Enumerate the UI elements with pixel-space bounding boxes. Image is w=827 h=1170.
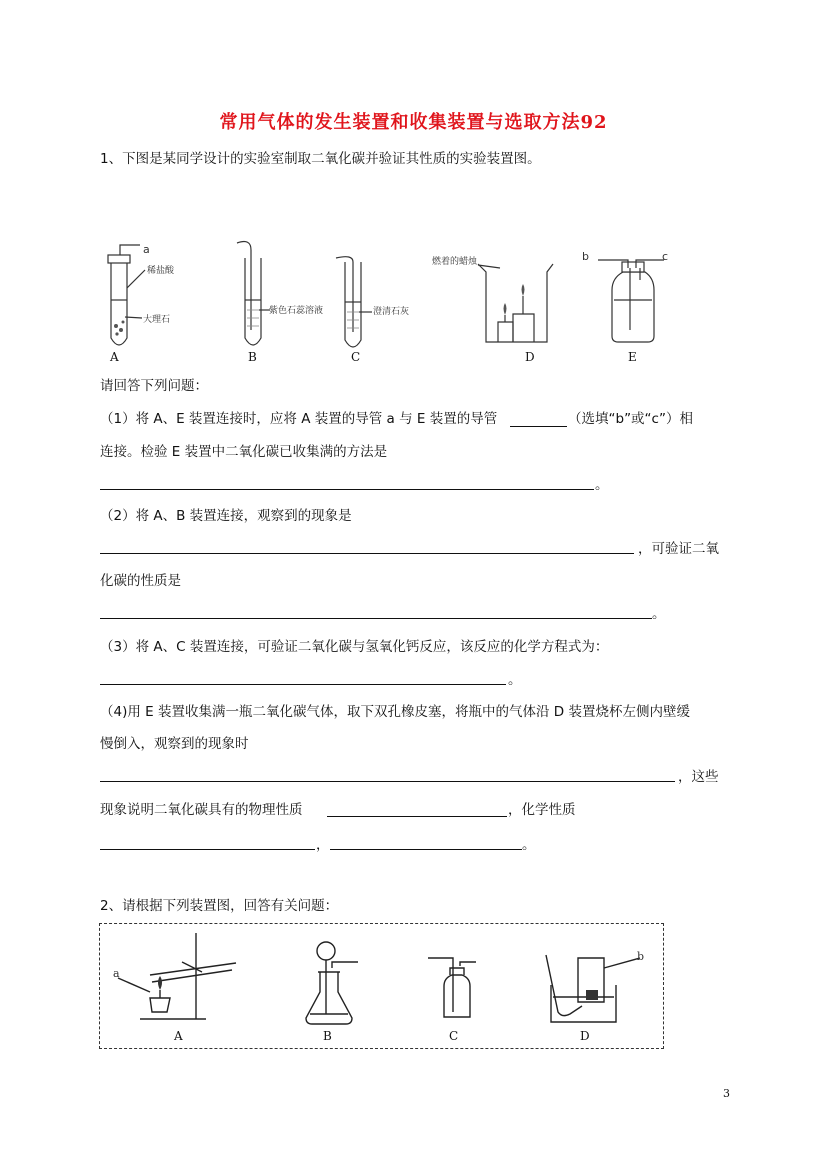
bottle-c-label: c	[662, 250, 669, 263]
q2-intro: 2、请根据下列装置图，回答有关问题：	[100, 898, 339, 914]
q2-label-a: a	[113, 967, 120, 980]
bottle-b-label: b	[582, 250, 589, 263]
q1-part2-line1: （2）将 A、B 装置连接，观察到的现象是	[100, 508, 352, 524]
q1-part4-line2: 慢倒入，观察到的现象时	[100, 736, 249, 752]
fig1-letter-d: D	[525, 350, 535, 364]
q1-part1-line1a: （1）将 A、E 装置连接时，应将 A 装置的导管 a 与 E 装置的导管	[100, 411, 498, 427]
q1-part1-line2: 连接。检验 E 装置中二氧化碳已收集满的方法是	[100, 444, 388, 460]
q1-part4-comma: ，	[316, 837, 330, 853]
q1-part1-end: 。	[595, 477, 609, 493]
q1-part4-line1: （4)用 E 装置收集满一瓶二氧化碳气体，取下双孔橡皮塞，将瓶中的气体沿 D 装置烧杯左侧内壁缓	[100, 704, 690, 720]
q1-part4-line4a: 现象说明二氧化碳具有的物理性质	[100, 802, 303, 818]
q1-part2-mid: ，可验证二氧	[638, 541, 719, 557]
q1-part1-line1b: （选填“b”或“c”）相	[568, 411, 693, 427]
q1-part2-end: 。	[652, 606, 666, 622]
fig2-letter-c: C	[449, 1029, 459, 1043]
q1-part3-end: 。	[508, 672, 522, 688]
q1-part4-mid: ，这些	[678, 769, 719, 785]
fig2-letter-b: B	[323, 1029, 332, 1043]
q1-prompt: 请回答下列问题：	[100, 378, 208, 394]
q1-intro: 1、下图是某同学设计的实验室制取二氧化碳并验证其性质的实验装置图。	[100, 151, 541, 167]
fig1-letter-c: C	[351, 350, 361, 364]
tube-a-label: a	[143, 243, 150, 256]
fig2-letter-d: D	[580, 1029, 590, 1043]
litmus-label: 紫色石蕊溶液	[269, 306, 324, 316]
page-title: 常用气体的发生装置和收集装置与选取方法92	[219, 112, 608, 133]
acid-label: 稀盐酸	[147, 266, 175, 276]
q1-part4-end: 。	[522, 837, 536, 853]
limewater-label: 澄清石灰	[373, 307, 410, 317]
marble-label: 大理石	[143, 315, 171, 325]
q1-part4-line4b: ，化学性质	[508, 802, 576, 818]
fig2-letter-a: A	[174, 1029, 183, 1043]
page-number: 3	[723, 1087, 730, 1100]
fig1-letter-b: B	[248, 350, 257, 364]
q2-label-b: b	[637, 950, 645, 963]
fig1-letter-e: E	[628, 350, 637, 364]
q1-part3-line1: （3）将 A、C 装置连接，可验证二氧化碳与氢氧化钙反应，该反应的化学方程式为：	[100, 639, 609, 655]
candle-label: 燃着的蜡烛	[432, 257, 478, 267]
q1-part2-line3: 化碳的性质是	[100, 573, 181, 589]
fig1-letter-a: A	[110, 350, 119, 364]
